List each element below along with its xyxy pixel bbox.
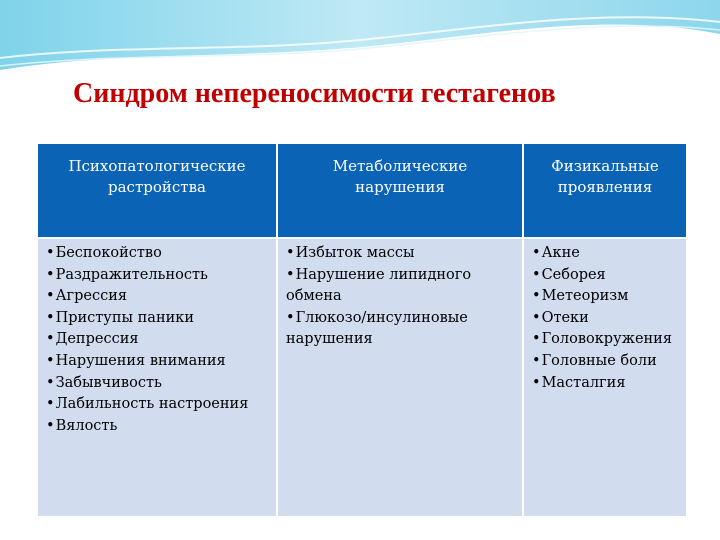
header-psychopathological: Психопатологические растройства: [37, 143, 277, 238]
list-item: • Акне: [532, 243, 680, 265]
list-item: • Головные боли: [532, 351, 680, 373]
list-item: • Нарушение липидного обмена: [286, 265, 516, 308]
list-item: • Глюкозо/инсулиновые нарушения: [286, 308, 516, 351]
list-item: • Приступы паники: [46, 308, 270, 330]
list-item: • Масталгия: [532, 373, 680, 395]
slide-title: Синдром непереносимости гестагенов: [73, 78, 556, 109]
cell-metabolic: [277, 238, 523, 517]
list-item: • Головокружения: [532, 329, 680, 351]
metabolic-list: [286, 243, 516, 351]
cell-physical: [523, 238, 687, 517]
decorative-wave-banner: [0, 0, 720, 90]
list-item: • Отеки: [532, 308, 680, 330]
header-metabolic: Метаболические нарушения: [277, 143, 523, 238]
list-item: • Себорея: [532, 265, 680, 287]
list-item: • Избыток массы: [286, 243, 516, 265]
list-item: • Беспокойство: [46, 243, 270, 265]
list-item: • Раздражительность: [46, 265, 270, 287]
cell-psychopathological: [37, 238, 277, 517]
list-item: • Забывчивость: [46, 373, 270, 395]
header-physical: Физикальные проявления: [523, 143, 687, 238]
list-item: • Метеоризм: [532, 286, 680, 308]
list-item: • Агрессия: [46, 286, 270, 308]
physical-list: [532, 243, 680, 394]
list-item: • Вялость: [46, 416, 270, 438]
table-header-row: [37, 143, 687, 238]
symptoms-table: [36, 142, 688, 518]
list-item: • Нарушения внимания: [46, 351, 270, 373]
list-item: • Депрессия: [46, 329, 270, 351]
psychopathological-list: [46, 243, 270, 437]
list-item: • Лабильность настроения: [46, 394, 270, 416]
table-row: [37, 238, 687, 517]
